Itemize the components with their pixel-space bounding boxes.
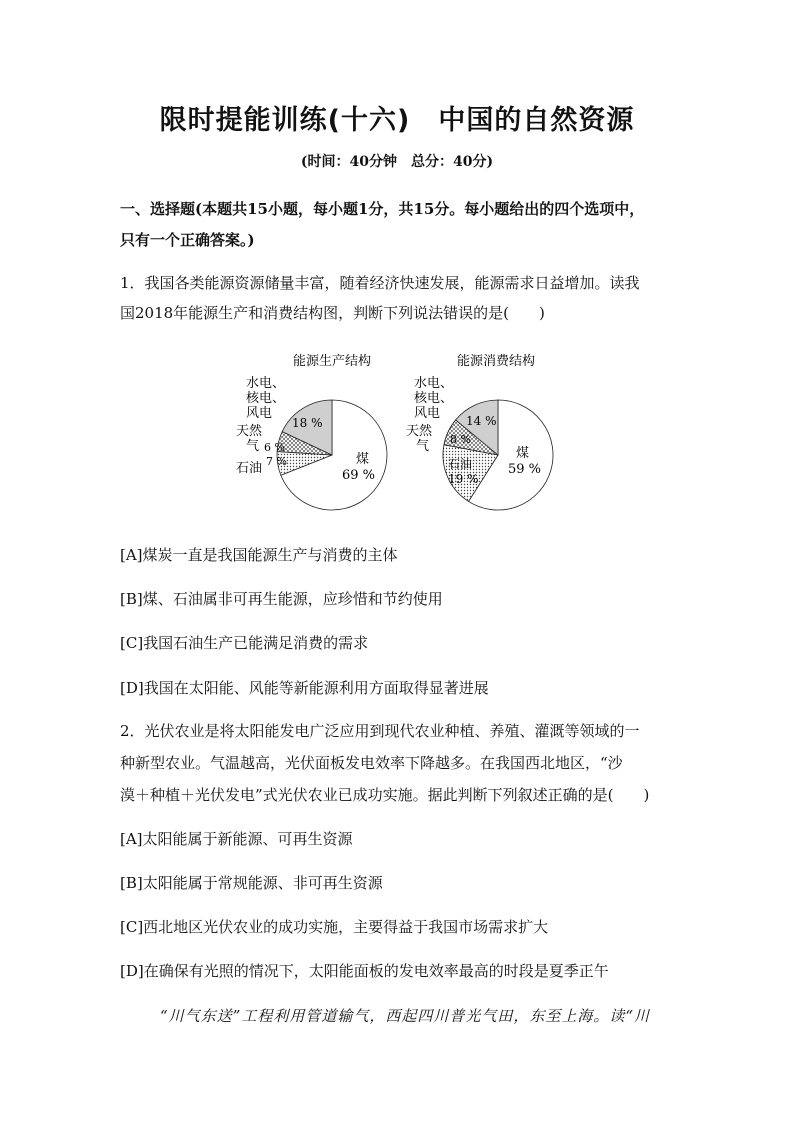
consumption-gas-pct: 8 % xyxy=(450,433,471,446)
q2-stem-line3: 漠＋种植＋光伏发电”式光伏农业已成功实施。据此判断下列叙述正确的是( ) xyxy=(120,786,650,804)
q2-stem-line2: 种新型农业。气温越高，光伏面板发电效率下降越多。在我国西北地区，“沙 xyxy=(120,754,623,772)
production-oil-pct: 7 % xyxy=(266,455,287,468)
subtitle: (时间：40分钟 总分：40分) xyxy=(300,154,494,170)
q1-stem-line2: 国2018年能源生产和消费结构图，判断下列说法错误的是( ) xyxy=(120,304,545,322)
q2-stem-line1: 2．光伏农业是将太阳能发电广泛应用到现代农业种植、养殖、灌溉等领域的一 xyxy=(120,722,640,740)
q1-option-b[interactable]: [B]煤、石油属非可再生能源，应珍惜和节约使用 xyxy=(120,590,443,608)
q2-option-b[interactable]: [B]太阳能属于常规能源、非可再生资源 xyxy=(120,874,383,892)
consumption-oil-label: 石油 xyxy=(448,457,473,471)
consumption-chart-title: 能源消费结构 xyxy=(456,354,536,369)
production-other-label-1: 水电、 xyxy=(246,376,286,391)
consumption-other-label-2: 核电、 xyxy=(414,391,454,406)
production-other-label-3: 风电 xyxy=(246,406,273,421)
consumption-other-pct: 14 % xyxy=(466,414,497,428)
production-coal-pct: 69 % xyxy=(342,468,376,483)
energy-pie-charts xyxy=(226,345,566,525)
q1-option-c[interactable]: [C]我国石油生产已能满足消费的需求 xyxy=(120,634,369,652)
production-coal-label: 煤 xyxy=(356,452,370,467)
production-gas-label-1: 天然 xyxy=(236,424,263,439)
production-chart-title: 能源生产结构 xyxy=(292,354,372,369)
q1-stem-line1: 1．我国各类能源资源储量丰富，随着经济快速发展，能源需求日益增加。读我 xyxy=(120,274,640,292)
section-heading-line2: 只有一个正确答案。) xyxy=(120,231,255,249)
consumption-oil-pct: 19 % xyxy=(448,472,479,486)
consumption-coal-label: 煤 xyxy=(516,446,530,461)
production-other-pct: 18 % xyxy=(292,416,323,430)
page-title: 限时提能训练(十六) 中国的自然资源 xyxy=(159,105,635,136)
production-other-label-2: 核电、 xyxy=(246,391,286,406)
consumption-other-label-3: 风电 xyxy=(414,406,441,421)
consumption-pie xyxy=(443,400,553,510)
section-heading: 一、选择题(本题共15小题，每小题1分，共15分。每小题给出的四个选项中， xyxy=(120,200,645,218)
production-gas-pct: 6 % xyxy=(264,441,285,454)
q2-option-a[interactable]: [A]太阳能属于新能源、可再生资源 xyxy=(120,830,353,848)
q3-intro-text: “川气东送”工程利用管道输气，西起四川普光气田，东至上海。读“川 xyxy=(160,1007,651,1025)
production-oil-label: 石油 xyxy=(236,461,263,476)
consumption-gas-label-1: 天然 xyxy=(406,424,433,439)
q2-option-d[interactable]: [D]在确保有光照的情况下，太阳能面板的发电效率最高的时段是夏季正午 xyxy=(120,962,609,980)
consumption-gas-label-2: 气 xyxy=(416,439,430,454)
q1-option-a[interactable]: [A]煤炭一直是我国能源生产与消费的主体 xyxy=(120,546,398,564)
production-gas-label-2: 气 xyxy=(246,439,260,454)
consumption-coal-pct: 59 % xyxy=(508,462,542,477)
q1-option-d[interactable]: [D]我国在太阳能、风能等新能源利用方面取得显著进展 xyxy=(120,679,489,697)
consumption-other-label-1: 水电、 xyxy=(414,376,454,391)
q2-option-c[interactable]: [C]西北地区光伏农业的成功实施，主要得益于我国市场需求扩大 xyxy=(120,918,549,936)
